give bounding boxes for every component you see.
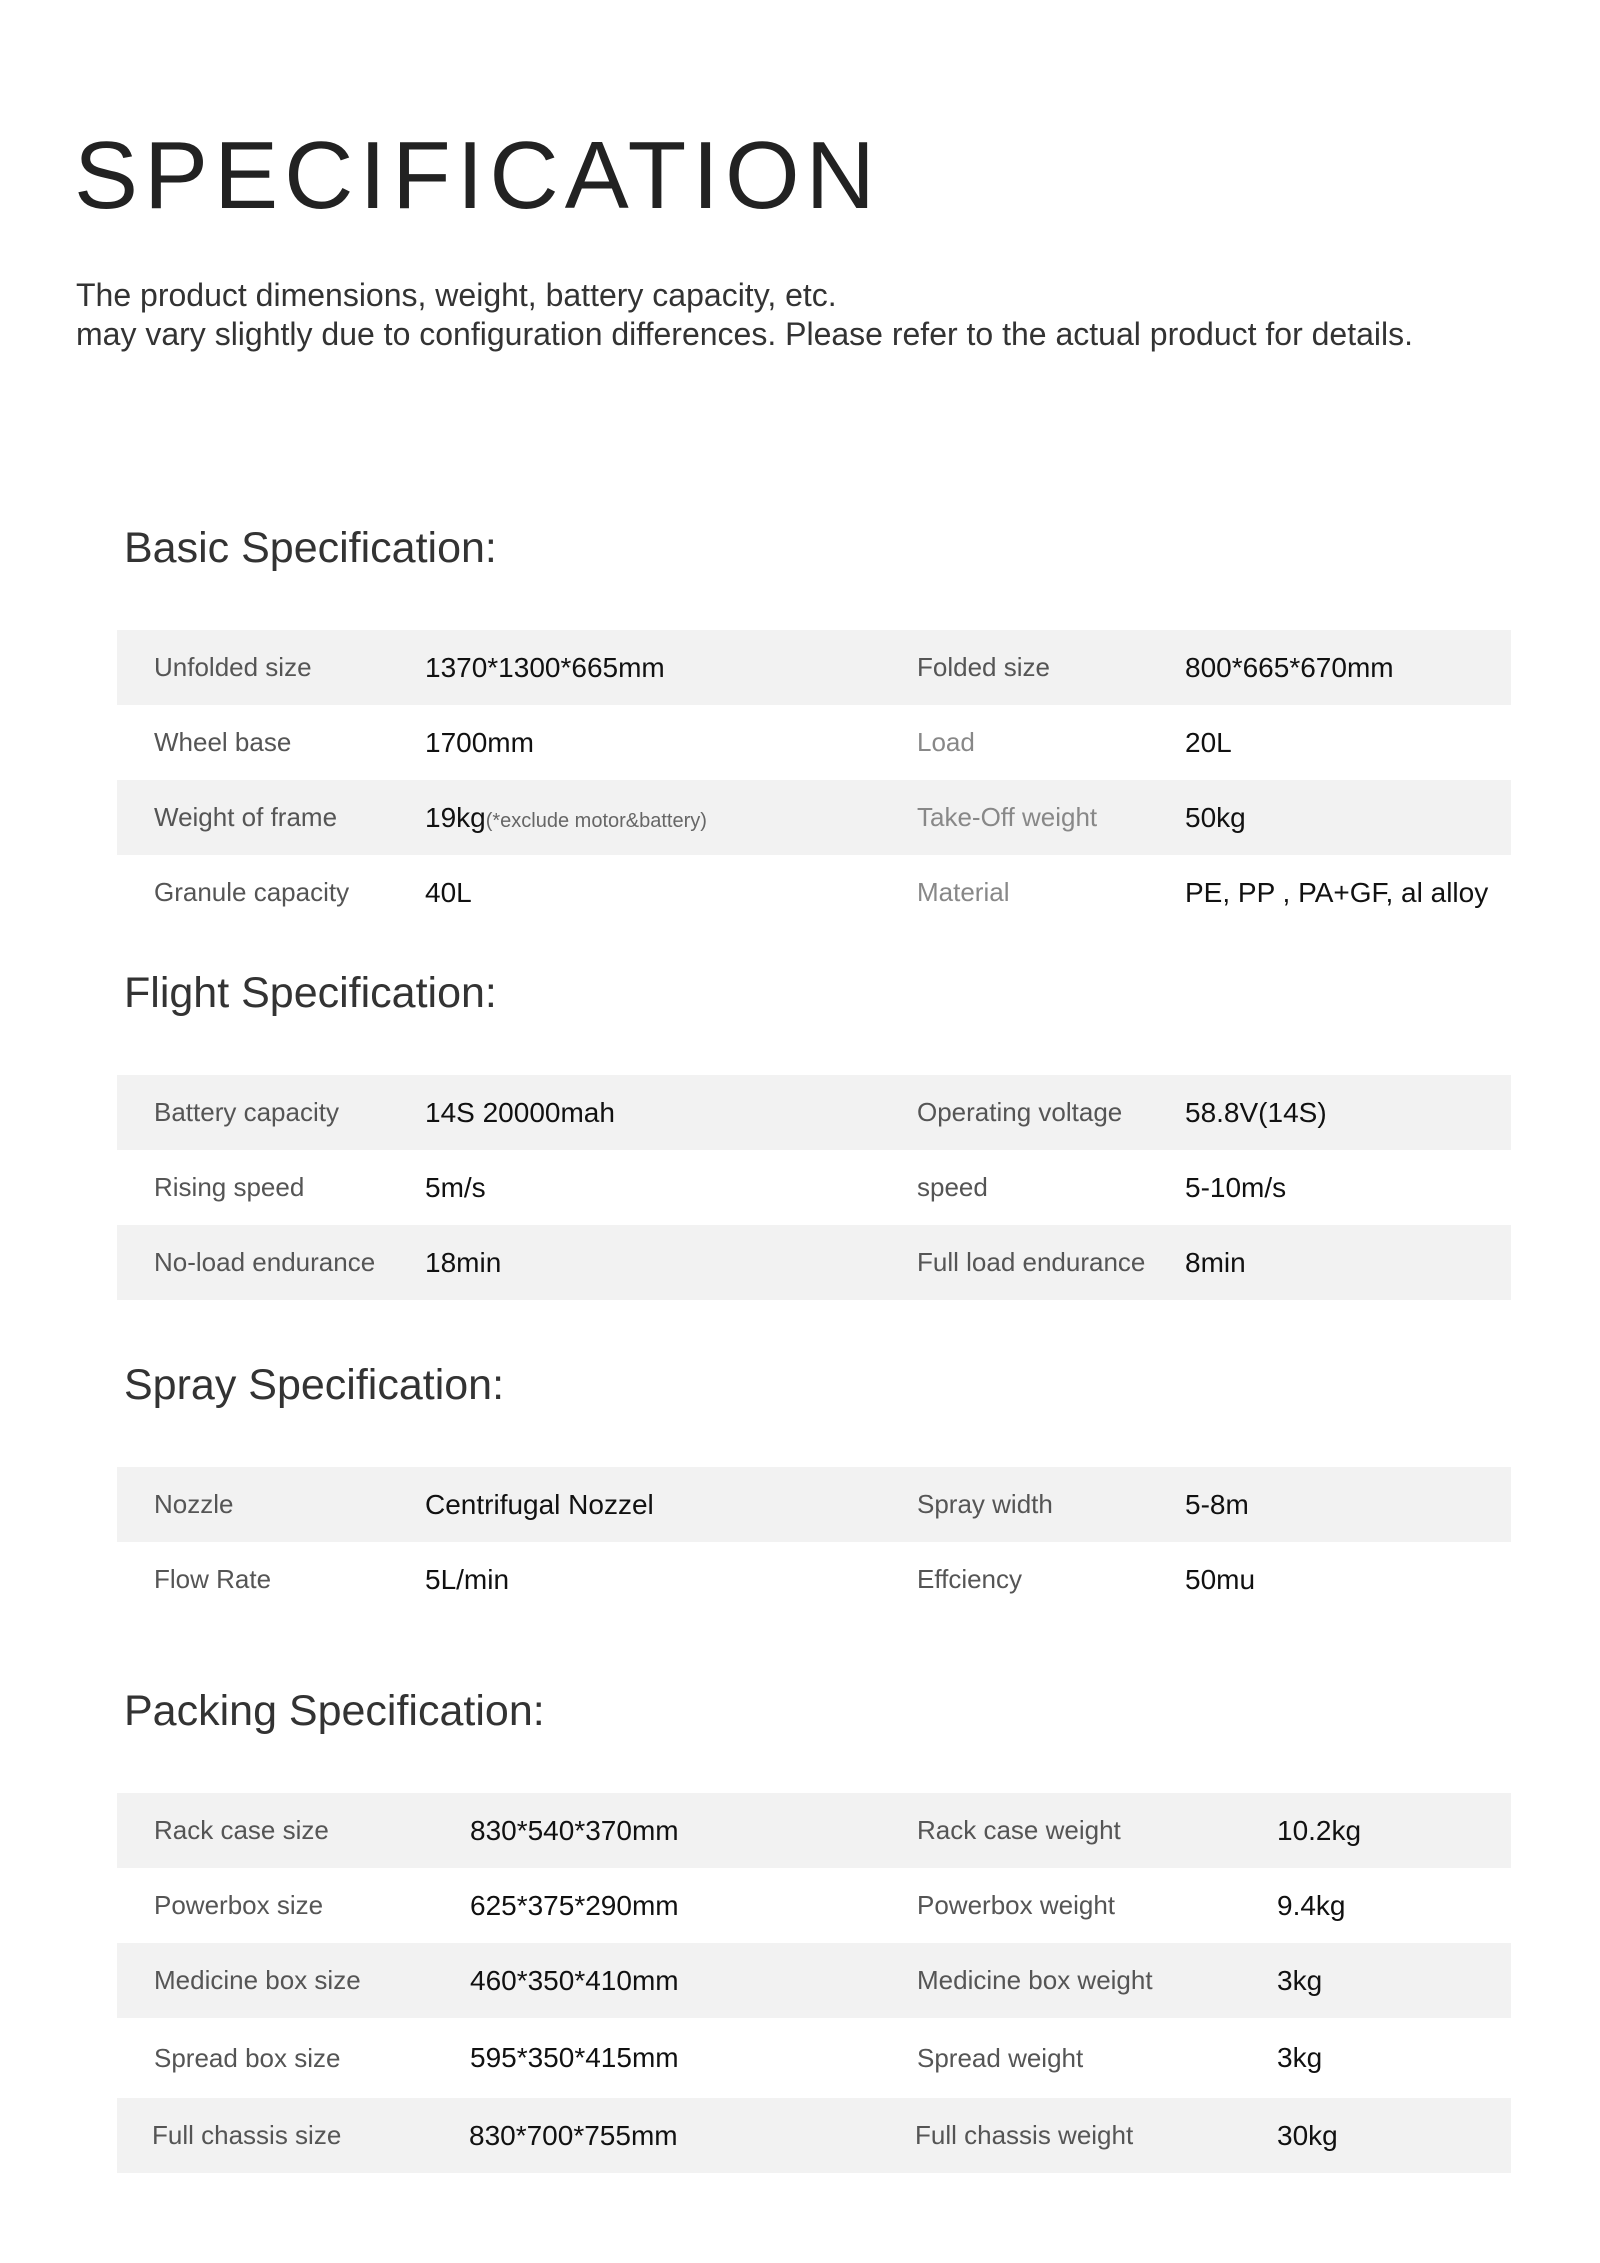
intro-line: The product dimensions, weight, battery capacity, etc.	[76, 277, 837, 313]
spec-label: Powerbox weight	[917, 1890, 1115, 1920]
spec-label: Granule capacity	[154, 877, 350, 907]
spec-label: Nozzle	[154, 1489, 234, 1519]
spec-value-with-note	[425, 780, 707, 855]
spec-value: 5-8m	[1185, 1489, 1249, 1520]
section-heading-spray: Spray Specification:	[124, 1361, 505, 1409]
spec-label: Wheel base	[154, 727, 292, 757]
table-row	[117, 855, 1511, 930]
table-row	[117, 2018, 1511, 2098]
spec-label: Take-Off weight	[917, 802, 1098, 832]
page-title: SPECIFICATION	[74, 122, 881, 229]
spec-value: 8min	[1185, 1247, 1246, 1278]
spec-label: Rising speed	[154, 1172, 305, 1202]
spec-value: Centrifugal Nozzel	[425, 1489, 654, 1520]
spec-value: 20L	[1185, 727, 1232, 758]
spec-value: 1370*1300*665mm	[425, 652, 665, 683]
spec-label: No-load endurance	[154, 1247, 376, 1277]
spec-label: Rack case weight	[917, 1815, 1121, 1845]
section-heading-flight: Flight Specification:	[124, 969, 497, 1017]
spec-value: 595*350*415mm	[470, 2042, 679, 2073]
spec-label: Spread weight	[917, 2043, 1084, 2073]
spec-value: PE, PP , PA+GF, al alloy	[1185, 877, 1489, 908]
spec-value: 58.8V(14S)	[1185, 1097, 1327, 1128]
spec-label: Spray width	[917, 1489, 1053, 1519]
table-row	[117, 630, 1511, 705]
table-row	[117, 1225, 1511, 1300]
spec-value: 50mu	[1185, 1564, 1256, 1595]
spec-value: 40L	[425, 877, 472, 908]
intro-line: may vary slightly due to configuration differences. Please refer to the actual product for details.	[76, 316, 1414, 352]
intro-text	[76, 276, 1413, 354]
table-row	[117, 1868, 1511, 1943]
spec-value: 19kg	[425, 802, 486, 833]
spec-label: Spread box size	[154, 2043, 341, 2073]
section-heading-packing: Packing Specification:	[124, 1687, 545, 1735]
spec-label: Material	[917, 877, 1010, 907]
spec-label: speed	[917, 1172, 988, 1202]
spec-value: 18min	[425, 1247, 502, 1278]
spec-label: Powerbox size	[154, 1890, 324, 1920]
table-row	[117, 2098, 1511, 2173]
spec-label: Weight of frame	[154, 802, 338, 832]
spec-label: Effciency	[917, 1564, 1023, 1594]
spec-value: 30kg	[1277, 2120, 1338, 2151]
section-heading-basic: Basic Specification:	[124, 524, 497, 572]
spec-value: 460*350*410mm	[470, 1965, 679, 1996]
spec-value: 14S 20000mah	[425, 1097, 615, 1128]
spec-label: Unfolded size	[154, 652, 312, 682]
spec-value: 3kg	[1277, 2042, 1323, 2073]
spec-value: 5-10m/s	[1185, 1172, 1287, 1203]
spec-value: 625*375*290mm	[470, 1890, 679, 1921]
spec-label: Load	[917, 727, 975, 757]
spec-label: Battery capacity	[154, 1097, 339, 1127]
spec-value: 9.4kg	[1277, 1890, 1346, 1921]
spec-label: Operating voltage	[917, 1097, 1123, 1127]
table-row	[117, 1075, 1511, 1150]
flight-spec-table	[117, 1075, 1511, 1300]
table-row	[117, 1793, 1511, 1868]
spec-label: Full load endurance	[917, 1247, 1146, 1277]
spec-label: Folded size	[917, 652, 1050, 682]
spec-value: 830*540*370mm	[470, 1815, 679, 1846]
spec-value: 830*700*755mm	[469, 2120, 678, 2151]
table-row	[117, 1542, 1511, 1617]
packing-spec-table	[117, 1793, 1511, 2173]
spec-label: Medicine box size	[154, 1965, 361, 1995]
basic-spec-table	[117, 630, 1511, 930]
table-row	[117, 705, 1511, 780]
spec-note: (*exclude motor&battery)	[485, 810, 707, 832]
table-row	[117, 1467, 1511, 1542]
table-row	[117, 1943, 1511, 2018]
spec-value: 5m/s	[425, 1172, 486, 1203]
spec-label: Medicine box weight	[917, 1965, 1153, 1995]
spec-value: 50kg	[1185, 802, 1246, 833]
spec-value: 10.2kg	[1277, 1815, 1362, 1846]
spec-value: 800*665*670mm	[1185, 652, 1394, 683]
spray-spec-table	[117, 1467, 1511, 1617]
spec-value: 1700mm	[425, 727, 534, 758]
table-row	[117, 1150, 1511, 1225]
spec-label: Flow Rate	[154, 1564, 272, 1594]
spec-label: Full chassis weight	[915, 2120, 1134, 2150]
table-row	[117, 780, 1511, 855]
spec-value: 3kg	[1277, 1965, 1323, 1996]
spec-value: 5L/min	[425, 1564, 510, 1595]
spec-label: Full chassis size	[152, 2120, 342, 2150]
spec-label: Rack case size	[154, 1815, 329, 1845]
